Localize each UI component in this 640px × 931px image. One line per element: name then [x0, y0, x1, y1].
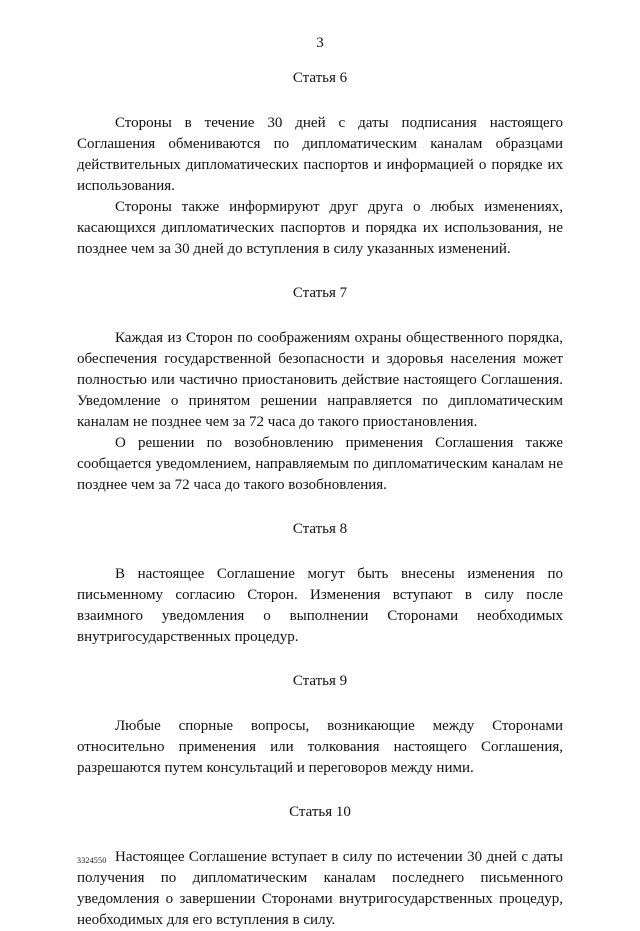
- paragraph: Настоящее Соглашение вступает в силу по истечении 30 дней с даты получения по дипломатическим каналам последнего письменного уведомления о завершении Сторонами внутригосударственных процедур, необходимых для его вступления в силу.: [77, 849, 563, 928]
- paragraph: Каждая из Сторон по соображениям охраны общественного порядка, обеспечения государственной безопасности и здоровья населения может полностью или частично приостановить действие настоящего Соглашения. Уведомление о принятом решении направляется по дипломатическим каналам не позднее чем за 72 часа до такого приостановления.: [77, 330, 563, 430]
- paragraph: В настоящее Соглашение могут быть внесены изменения по письменному согласию Сторон. Изменения вступают в силу после взаимного уведомления о выполнении Сторонами необходимых внутригосударственных процедур.: [77, 566, 563, 645]
- article-spacer: [77, 648, 563, 671]
- article-10: [77, 802, 563, 931]
- paragraph: О решении по возобновлению применения Соглашения также сообщается уведомлением, направляемым по дипломатическим каналам не позднее чем за 72 часа до такого возобновления.: [77, 435, 563, 493]
- article-title: Статья 9: [292, 673, 348, 689]
- article-title: Статья 6: [292, 70, 348, 86]
- article-7: [77, 283, 563, 519]
- article-title: Статья 7: [292, 285, 348, 301]
- paragraph: Стороны в течение 30 дней с даты подписания настоящего Соглашения обмениваются по дипломатическим каналам образцами действительных дипломатических паспортов и информацией о порядке их использования.: [77, 115, 563, 194]
- paragraph: Стороны также информируют друг друга о любых изменениях, касающихся дипломатических паспортов и порядка их использования, не позднее чем за 30 дней до вступления в силу указанных изменений.: [77, 199, 563, 257]
- article-9: [77, 671, 563, 802]
- article-6: [77, 68, 563, 283]
- page-number: 3: [316, 35, 324, 51]
- document-code: 3324550: [77, 856, 107, 865]
- article-title: Статья 8: [292, 521, 348, 537]
- paragraph: Любые спорные вопросы, возникающие между Сторонами относительно применения или толкования настоящего Соглашения, разрешаются путем консультаций и переговоров между ними.: [77, 718, 563, 776]
- article-spacer: [77, 496, 563, 519]
- document-body: [77, 68, 563, 931]
- article-spacer: [77, 779, 563, 802]
- article-spacer: [77, 260, 563, 283]
- article-title: Статья 10: [289, 804, 351, 820]
- article-8: [77, 519, 563, 671]
